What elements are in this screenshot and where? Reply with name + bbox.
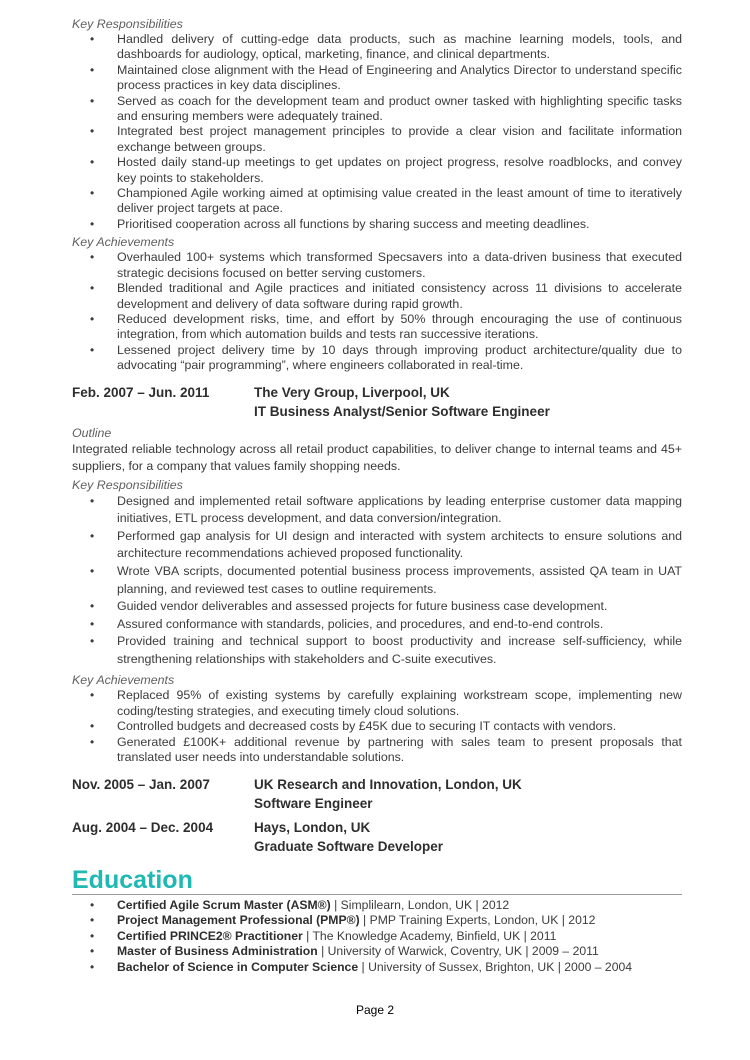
job2-responsibilities-heading: Key Responsibilities	[72, 477, 183, 492]
job2-dates: Feb. 2007 – Jun. 2011	[72, 384, 210, 400]
list-item: • Designed and implemented retail software applications by leading enterprise customer data mapping initiatives, ETL process development, and data conversion/integration.	[72, 493, 682, 528]
job2-responsibilities-list	[72, 493, 682, 669]
list-item	[72, 944, 682, 960]
list-item: • Replaced 95% of existing systems by carefully explaining workstream scope, implementing new coding/testing strategies, and executing timely cloud solutions.	[72, 688, 682, 719]
job2-header	[72, 383, 682, 421]
list-item: • Hosted daily stand-up meetings to get updates on project progress, resolve roadblocks, and convey key points to stakeholders.	[72, 155, 682, 186]
list-item: • Lessened project delivery time by 10 days through improving product architecture/quality due to advocating “pair programming”, where engineers collaborated in real-time.	[72, 343, 682, 374]
job4-title: Graduate Software Developer	[254, 838, 444, 854]
list-item: • Controlled budgets and decreased costs by £45K due to securing IT contacts with vendors.	[72, 719, 682, 734]
list-item: • Generated £100K+ additional revenue by partnering with sales team to present proposals that translated user needs into understandable solutions.	[72, 735, 682, 766]
education-details: | The Knowledge Academy, Binfield, UK | 2011	[302, 928, 557, 943]
education-details: | PMP Training Experts, London, UK | 2012	[359, 913, 596, 928]
education-list	[72, 898, 682, 976]
job1-achievements-list	[72, 250, 682, 373]
list-item	[72, 960, 682, 976]
list-item: • Handled delivery of cutting-edge data products, such as machine learning models, tools, and dashboards for audiology, optical, marketing, finance, and clinical departments.	[72, 32, 682, 63]
list-item	[72, 929, 682, 945]
list-item: • Assured conformance with standards, policies, and procedures, and end-to-end controls.	[72, 616, 682, 634]
job4-header	[72, 818, 682, 856]
list-item: • Maintained close alignment with the Head of Engineering and Analytics Director to understand specific process practices in key data disciplines.	[72, 63, 682, 94]
job3-header	[72, 775, 682, 813]
job1-responsibilities-list	[72, 32, 682, 232]
education-divider	[72, 894, 682, 895]
job1-achievements-heading: Key Achievements	[72, 235, 175, 250]
list-item	[72, 898, 682, 914]
education-heading: Education	[72, 865, 193, 894]
list-item: • Prioritised cooperation across all functions by sharing success and meeting deadlines.	[72, 217, 682, 232]
job1-responsibilities-heading: Key Responsibilities	[72, 17, 183, 31]
job4-company: Hays, London, UK	[254, 819, 371, 835]
list-item	[72, 913, 682, 929]
job2-outline-text: Integrated reliable technology across all retail product capabilities, to deliver change to internal teams and 45+ suppliers, for a company that values family shopping needs.	[72, 441, 682, 473]
list-item: • Guided vendor deliverables and assessed projects for future business case development.	[72, 598, 682, 616]
job2-achievements-list	[72, 688, 682, 765]
job2-achievements-heading: Key Achievements	[72, 673, 175, 688]
job3-title: Software Engineer	[254, 795, 373, 811]
experience-content	[72, 14, 682, 975]
list-item: • Blended traditional and Agile practices and initiated consistency across 11 divisions to accelerate development and delivery of data software during rapid growth.	[72, 281, 682, 312]
list-item: • Reduced development risks, time, and effort by 50% through encouraging the use of continuous integration, from which automation builds and tests ran successive iterations.	[72, 312, 682, 343]
list-item: • Served as coach for the development team and product owner tasked with highlighting specific tasks and ensuring members were adequately trained.	[72, 94, 682, 125]
list-item: • Overhauled 100+ systems which transformed Specsavers into a data-driven business that executed strategic decisions focused on better serving customers.	[72, 250, 682, 281]
education-name: Project Management Professional (PMP®)	[117, 913, 360, 928]
list-item: • Championed Agile working aimed at optimising value created in the least amount of time to iteratively deliver project targets at pace.	[72, 186, 682, 217]
education-name: Certified Agile Scrum Master (ASM®)	[117, 897, 331, 912]
job4-dates: Aug. 2004 – Dec. 2004	[72, 819, 214, 835]
education-name: Master of Business Administration	[117, 944, 318, 959]
education-name: Bachelor of Science in Computer Science	[117, 959, 359, 974]
education-details: | University of Warwick, Coventry, UK | 2009 – 2011	[317, 944, 599, 959]
job3-dates: Nov. 2005 – Jan. 2007	[72, 776, 210, 792]
page-number: Page 2	[355, 1003, 395, 1017]
job2-title: IT Business Analyst/Senior Software Engineer	[254, 403, 550, 419]
list-item: • Performed gap analysis for UI design and interacted with system architects to ensure solutions and architecture recommendations achieved proposed functionality.	[72, 528, 682, 563]
education-details: | University of Sussex, Brighton, UK | 2000 – 2004	[358, 959, 633, 974]
education-name: Certified PRINCE2® Practitioner	[117, 928, 303, 943]
job2-outline-heading: Outline	[72, 425, 112, 440]
job3-company: UK Research and Innovation, London, UK	[254, 776, 522, 792]
list-item: • Provided training and technical support to boost productivity and increase self-sufficiency, while strengthening relationships with stakeholders and C-suite executives.	[72, 633, 682, 668]
education-details: | Simplilearn, London, UK | 2012	[330, 897, 510, 912]
job2-company: The Very Group, Liverpool, UK	[254, 384, 450, 400]
list-item: • Wrote VBA scripts, documented potential business process improvements, assisted QA team in UAT planning, and reviewed test cases to outline requirements.	[72, 563, 682, 598]
list-item: • Integrated best project management principles to provide a clear vision and facilitate information exchange between groups.	[72, 124, 682, 155]
